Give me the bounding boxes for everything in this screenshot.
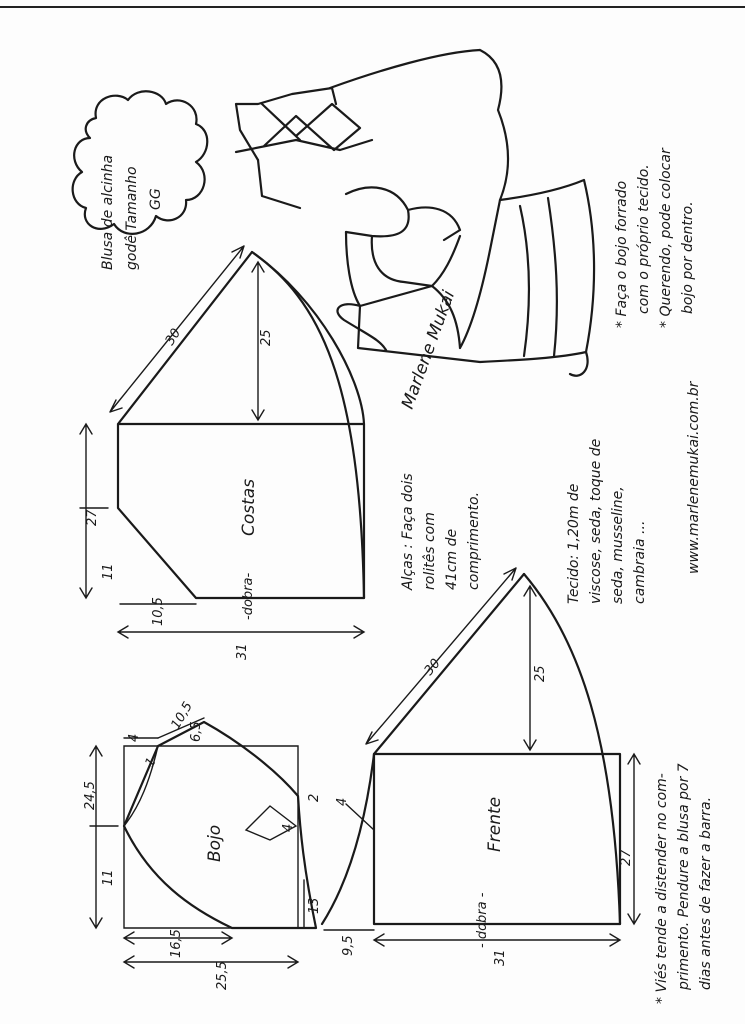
notes-bojo	[614, 147, 696, 328]
vies-line-2: primento. Pendure a blusa por 7	[676, 763, 692, 990]
tecido-line-1: Tecido: 1,20m de	[566, 483, 582, 604]
bojo-measure-13: 13	[307, 897, 322, 914]
frente-measure-27: 27	[619, 849, 634, 866]
sketch-hem	[337, 304, 587, 376]
bojo-measure-6-5: 6,5	[189, 721, 204, 742]
frente-arrow-30	[366, 568, 516, 744]
bojo-note-line-4: bojo por dentro.	[680, 201, 696, 314]
frente-arrow-4	[346, 804, 374, 830]
bojo-measure-11: 11	[101, 869, 116, 886]
bojo-measure-16-5: 16,5	[169, 929, 184, 958]
notes-vies	[654, 763, 714, 1004]
frente-fold: - dobra -	[475, 892, 490, 948]
signature: Marlene Mukai	[397, 288, 460, 412]
title-line-1: Blusa de alcinha	[100, 154, 116, 270]
bojo-note-line-3: * Querendo, pode colocar	[658, 148, 674, 328]
bojo-measure-10-5: 10,5	[168, 699, 196, 732]
frente-measure-9-5: 9,5	[341, 935, 356, 956]
tecido-line-2: viscose, seda, toque de	[588, 438, 604, 604]
alcas-line-4: comprimento.	[466, 491, 482, 590]
costas-label: Costas	[239, 478, 259, 536]
notes-alcas	[400, 473, 482, 591]
signature-group	[398, 288, 459, 412]
costas-measure-27: 27	[85, 509, 100, 526]
sketch-bodice	[258, 50, 508, 208]
frente-arrow-31	[374, 934, 620, 946]
tecido-line-3: seda, musseline,	[610, 486, 626, 604]
frente-pattern	[322, 568, 640, 966]
alcas-line-3: 41cm de	[444, 528, 460, 590]
sketch-cups	[346, 187, 460, 286]
costas-measure-25: 25	[259, 329, 274, 346]
tecido-line-4: cambraia ...	[632, 520, 648, 604]
title-line-2: godê Tamanho	[124, 166, 140, 270]
website: www.marlenemukai.com.br	[686, 381, 702, 574]
costas-outline	[118, 252, 364, 598]
costas-measure-31: 31	[235, 643, 250, 660]
frente-measure-4: 4	[335, 797, 350, 806]
frente-label: Frente	[485, 796, 505, 852]
bojo-measure-2: 2	[307, 793, 322, 802]
costas-fold: -dobra-	[241, 572, 256, 620]
sketch-skirt	[346, 180, 594, 362]
costas-measure-11: 11	[101, 563, 116, 580]
frente-measure-31: 31	[493, 949, 508, 966]
frente-curve	[524, 574, 620, 924]
notes-website	[686, 380, 702, 574]
title-line-3: GG	[148, 188, 164, 210]
bojo-label: Bojo	[205, 824, 225, 862]
frente-outline	[374, 574, 620, 924]
frente-neck-curve	[322, 754, 374, 924]
vies-line-1: * Viés tende a distender no com-	[654, 773, 670, 1004]
costas-measure-10-5: 10,5	[151, 597, 166, 626]
bojo-dart	[246, 806, 296, 840]
notes-tecido	[566, 439, 648, 604]
bojo-arrow-25-5	[124, 956, 298, 968]
garment-sketch	[236, 50, 594, 376]
vies-line-3: dias antes de fazer a barra.	[698, 796, 714, 990]
frente-measure-25: 25	[533, 665, 548, 682]
frente-measure-30: 30	[421, 656, 444, 679]
frente-arrow-27	[628, 754, 640, 924]
bojo-note-line-2: com o próprio tecido.	[636, 164, 652, 314]
bojo-pattern	[83, 699, 322, 990]
bojo-measure-1: 1	[142, 755, 160, 770]
title-cloud	[73, 91, 208, 270]
bojo-measure-25-5: 25,5	[215, 961, 230, 990]
sketch-cross-straps	[236, 104, 372, 152]
alcas-line-1: Alças : Faça dois	[400, 473, 416, 590]
bojo-measure-4: 4	[127, 733, 142, 742]
alcas-line-2: rolitês com	[422, 512, 438, 590]
bojo-measure-4b: 4	[281, 823, 296, 832]
bojo-arrow-24-5	[90, 746, 102, 928]
costas-measure-30: 30	[162, 326, 185, 349]
costas-arrow-31	[118, 626, 364, 638]
bojo-measure-24-5: 24,5	[83, 781, 98, 810]
costas-pattern	[80, 246, 364, 660]
bojo-note-line-1: * Faça o bojo forrado	[614, 180, 630, 328]
